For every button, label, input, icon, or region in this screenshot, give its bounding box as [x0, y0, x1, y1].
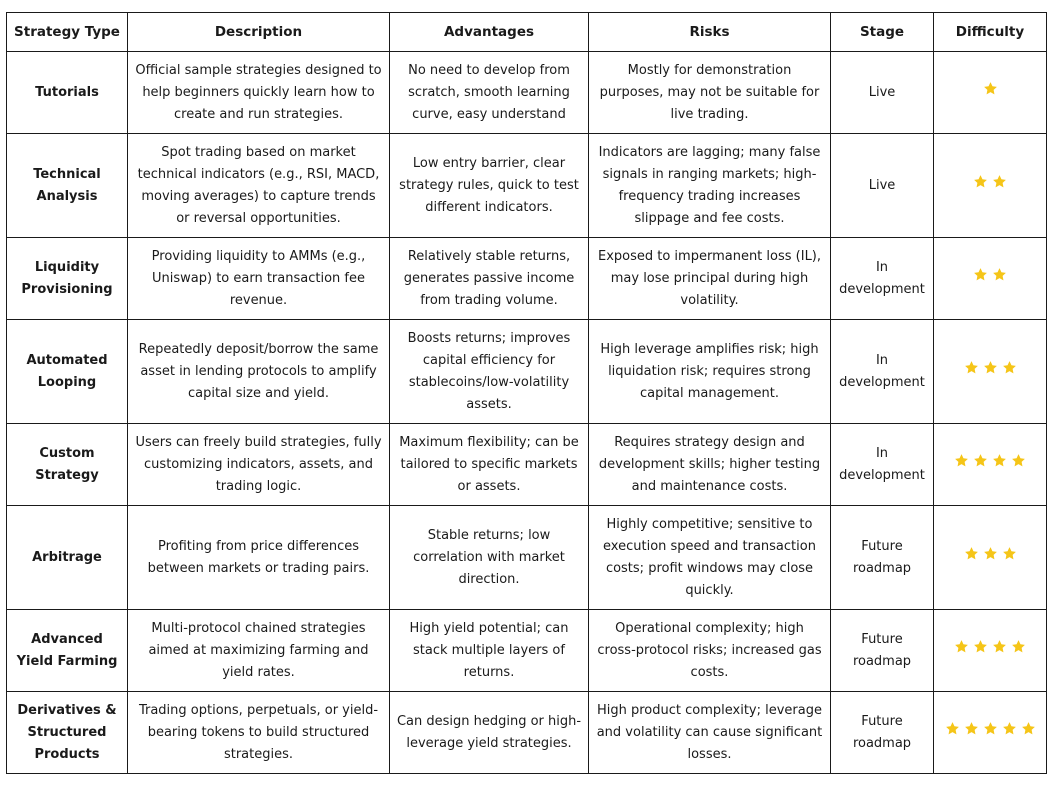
star-icon — [992, 453, 1007, 468]
strategy-type-cell: Tutorials — [7, 52, 128, 134]
difficulty-rating — [964, 360, 1017, 375]
risks-cell: Requires strategy design and development skills; higher testing and maintenance costs. — [589, 424, 831, 506]
table-row — [7, 506, 1047, 610]
risks-cell: Exposed to impermanent loss (IL), may lose principal during high volatility. — [589, 238, 831, 320]
difficulty-rating — [954, 453, 1026, 468]
risks-cell: Highly competitive; sensitive to execution speed and transaction costs; profit windows may close quickly. — [589, 506, 831, 610]
risks-cell: High leverage amplifies risk; high liquidation risk; requires strong capital management. — [589, 320, 831, 424]
advantages-cell: Relatively stable returns, generates passive income from trading volume. — [390, 238, 589, 320]
risks-cell: High product complexity; leverage and volatility can cause significant losses. — [589, 692, 831, 774]
table-row — [7, 52, 1047, 134]
difficulty-rating — [954, 639, 1026, 654]
star-icon — [983, 360, 998, 375]
difficulty-rating — [973, 174, 1007, 189]
strategy-type-cell: Derivatives & Structured Products — [7, 692, 128, 774]
star-icon — [973, 174, 988, 189]
difficulty-rating — [945, 721, 1036, 736]
difficulty-rating — [983, 81, 998, 96]
stage-cell: Future roadmap — [831, 610, 934, 692]
star-icon — [954, 453, 969, 468]
star-icon — [1011, 453, 1026, 468]
description-cell: Users can freely build strategies, fully customizing indicators, assets, and trading logic. — [128, 424, 390, 506]
advantages-cell: Can design hedging or high-leverage yield strategies. — [390, 692, 589, 774]
difficulty-cell — [934, 52, 1047, 134]
star-icon — [992, 639, 1007, 654]
description-cell: Official sample strategies designed to help beginners quickly learn how to create and run strategies. — [128, 52, 390, 134]
table-row — [7, 134, 1047, 238]
difficulty-cell — [934, 692, 1047, 774]
header-advantages: Advantages — [390, 13, 589, 52]
star-icon — [945, 721, 960, 736]
difficulty-cell — [934, 424, 1047, 506]
table-body — [7, 52, 1047, 774]
advantages-cell: Boosts returns; improves capital efficiency for stablecoins/low-volatility assets. — [390, 320, 589, 424]
table-row — [7, 692, 1047, 774]
star-icon — [983, 721, 998, 736]
difficulty-cell — [934, 610, 1047, 692]
stage-cell: In development — [831, 424, 934, 506]
star-icon — [964, 721, 979, 736]
header-risks: Risks — [589, 13, 831, 52]
strategy-table — [6, 12, 1047, 774]
advantages-cell: Maximum flexibility; can be tailored to specific markets or assets. — [390, 424, 589, 506]
risks-cell: Operational complexity; high cross-protocol risks; increased gas costs. — [589, 610, 831, 692]
star-icon — [1002, 360, 1017, 375]
star-icon — [992, 174, 1007, 189]
star-icon — [973, 453, 988, 468]
stage-cell: In development — [831, 320, 934, 424]
strategy-type-cell: Advanced Yield Farming — [7, 610, 128, 692]
header-difficulty: Difficulty — [934, 13, 1047, 52]
difficulty-cell — [934, 134, 1047, 238]
description-cell: Profiting from price differences between markets or trading pairs. — [128, 506, 390, 610]
header-strategy-type: Strategy Type — [7, 13, 128, 52]
table-row — [7, 320, 1047, 424]
star-icon — [1011, 639, 1026, 654]
stage-cell: Future roadmap — [831, 692, 934, 774]
description-cell: Repeatedly deposit/borrow the same asset in lending protocols to amplify capital size and yield. — [128, 320, 390, 424]
stage-cell: In development — [831, 238, 934, 320]
star-icon — [983, 81, 998, 96]
strategy-type-cell: Automated Looping — [7, 320, 128, 424]
star-icon — [964, 546, 979, 561]
stage-cell: Live — [831, 134, 934, 238]
difficulty-rating — [964, 546, 1017, 561]
star-icon — [1002, 546, 1017, 561]
difficulty-rating — [973, 267, 1007, 282]
description-cell: Trading options, perpetuals, or yield-bearing tokens to build structured strategies. — [128, 692, 390, 774]
difficulty-cell — [934, 238, 1047, 320]
description-cell: Multi-protocol chained strategies aimed at maximizing farming and yield rates. — [128, 610, 390, 692]
table-row — [7, 424, 1047, 506]
difficulty-cell — [934, 320, 1047, 424]
advantages-cell: High yield potential; can stack multiple layers of returns. — [390, 610, 589, 692]
star-icon — [1021, 721, 1036, 736]
table-row — [7, 610, 1047, 692]
star-icon — [973, 639, 988, 654]
header-description: Description — [128, 13, 390, 52]
star-icon — [954, 639, 969, 654]
star-icon — [964, 360, 979, 375]
advantages-cell: Stable returns; low correlation with market direction. — [390, 506, 589, 610]
header-row — [7, 13, 1047, 52]
stage-cell: Live — [831, 52, 934, 134]
star-icon — [992, 267, 1007, 282]
star-icon — [1002, 721, 1017, 736]
star-icon — [983, 546, 998, 561]
risks-cell: Indicators are lagging; many false signals in ranging markets; high-frequency trading increases slippage and fee costs. — [589, 134, 831, 238]
strategy-type-cell: Custom Strategy — [7, 424, 128, 506]
difficulty-cell — [934, 506, 1047, 610]
description-cell: Spot trading based on market technical indicators (e.g., RSI, MACD, moving averages) to capture trends or reversal opportunities. — [128, 134, 390, 238]
strategy-type-cell: Technical Analysis — [7, 134, 128, 238]
stage-cell: Future roadmap — [831, 506, 934, 610]
table-row — [7, 238, 1047, 320]
advantages-cell: Low entry barrier, clear strategy rules, quick to test different indicators. — [390, 134, 589, 238]
star-icon — [973, 267, 988, 282]
description-cell: Providing liquidity to AMMs (e.g., Uniswap) to earn transaction fee revenue. — [128, 238, 390, 320]
strategy-type-cell: Liquidity Provisioning — [7, 238, 128, 320]
advantages-cell: No need to develop from scratch, smooth learning curve, easy understand — [390, 52, 589, 134]
strategy-type-cell: Arbitrage — [7, 506, 128, 610]
header-stage: Stage — [831, 13, 934, 52]
risks-cell: Mostly for demonstration purposes, may not be suitable for live trading. — [589, 52, 831, 134]
